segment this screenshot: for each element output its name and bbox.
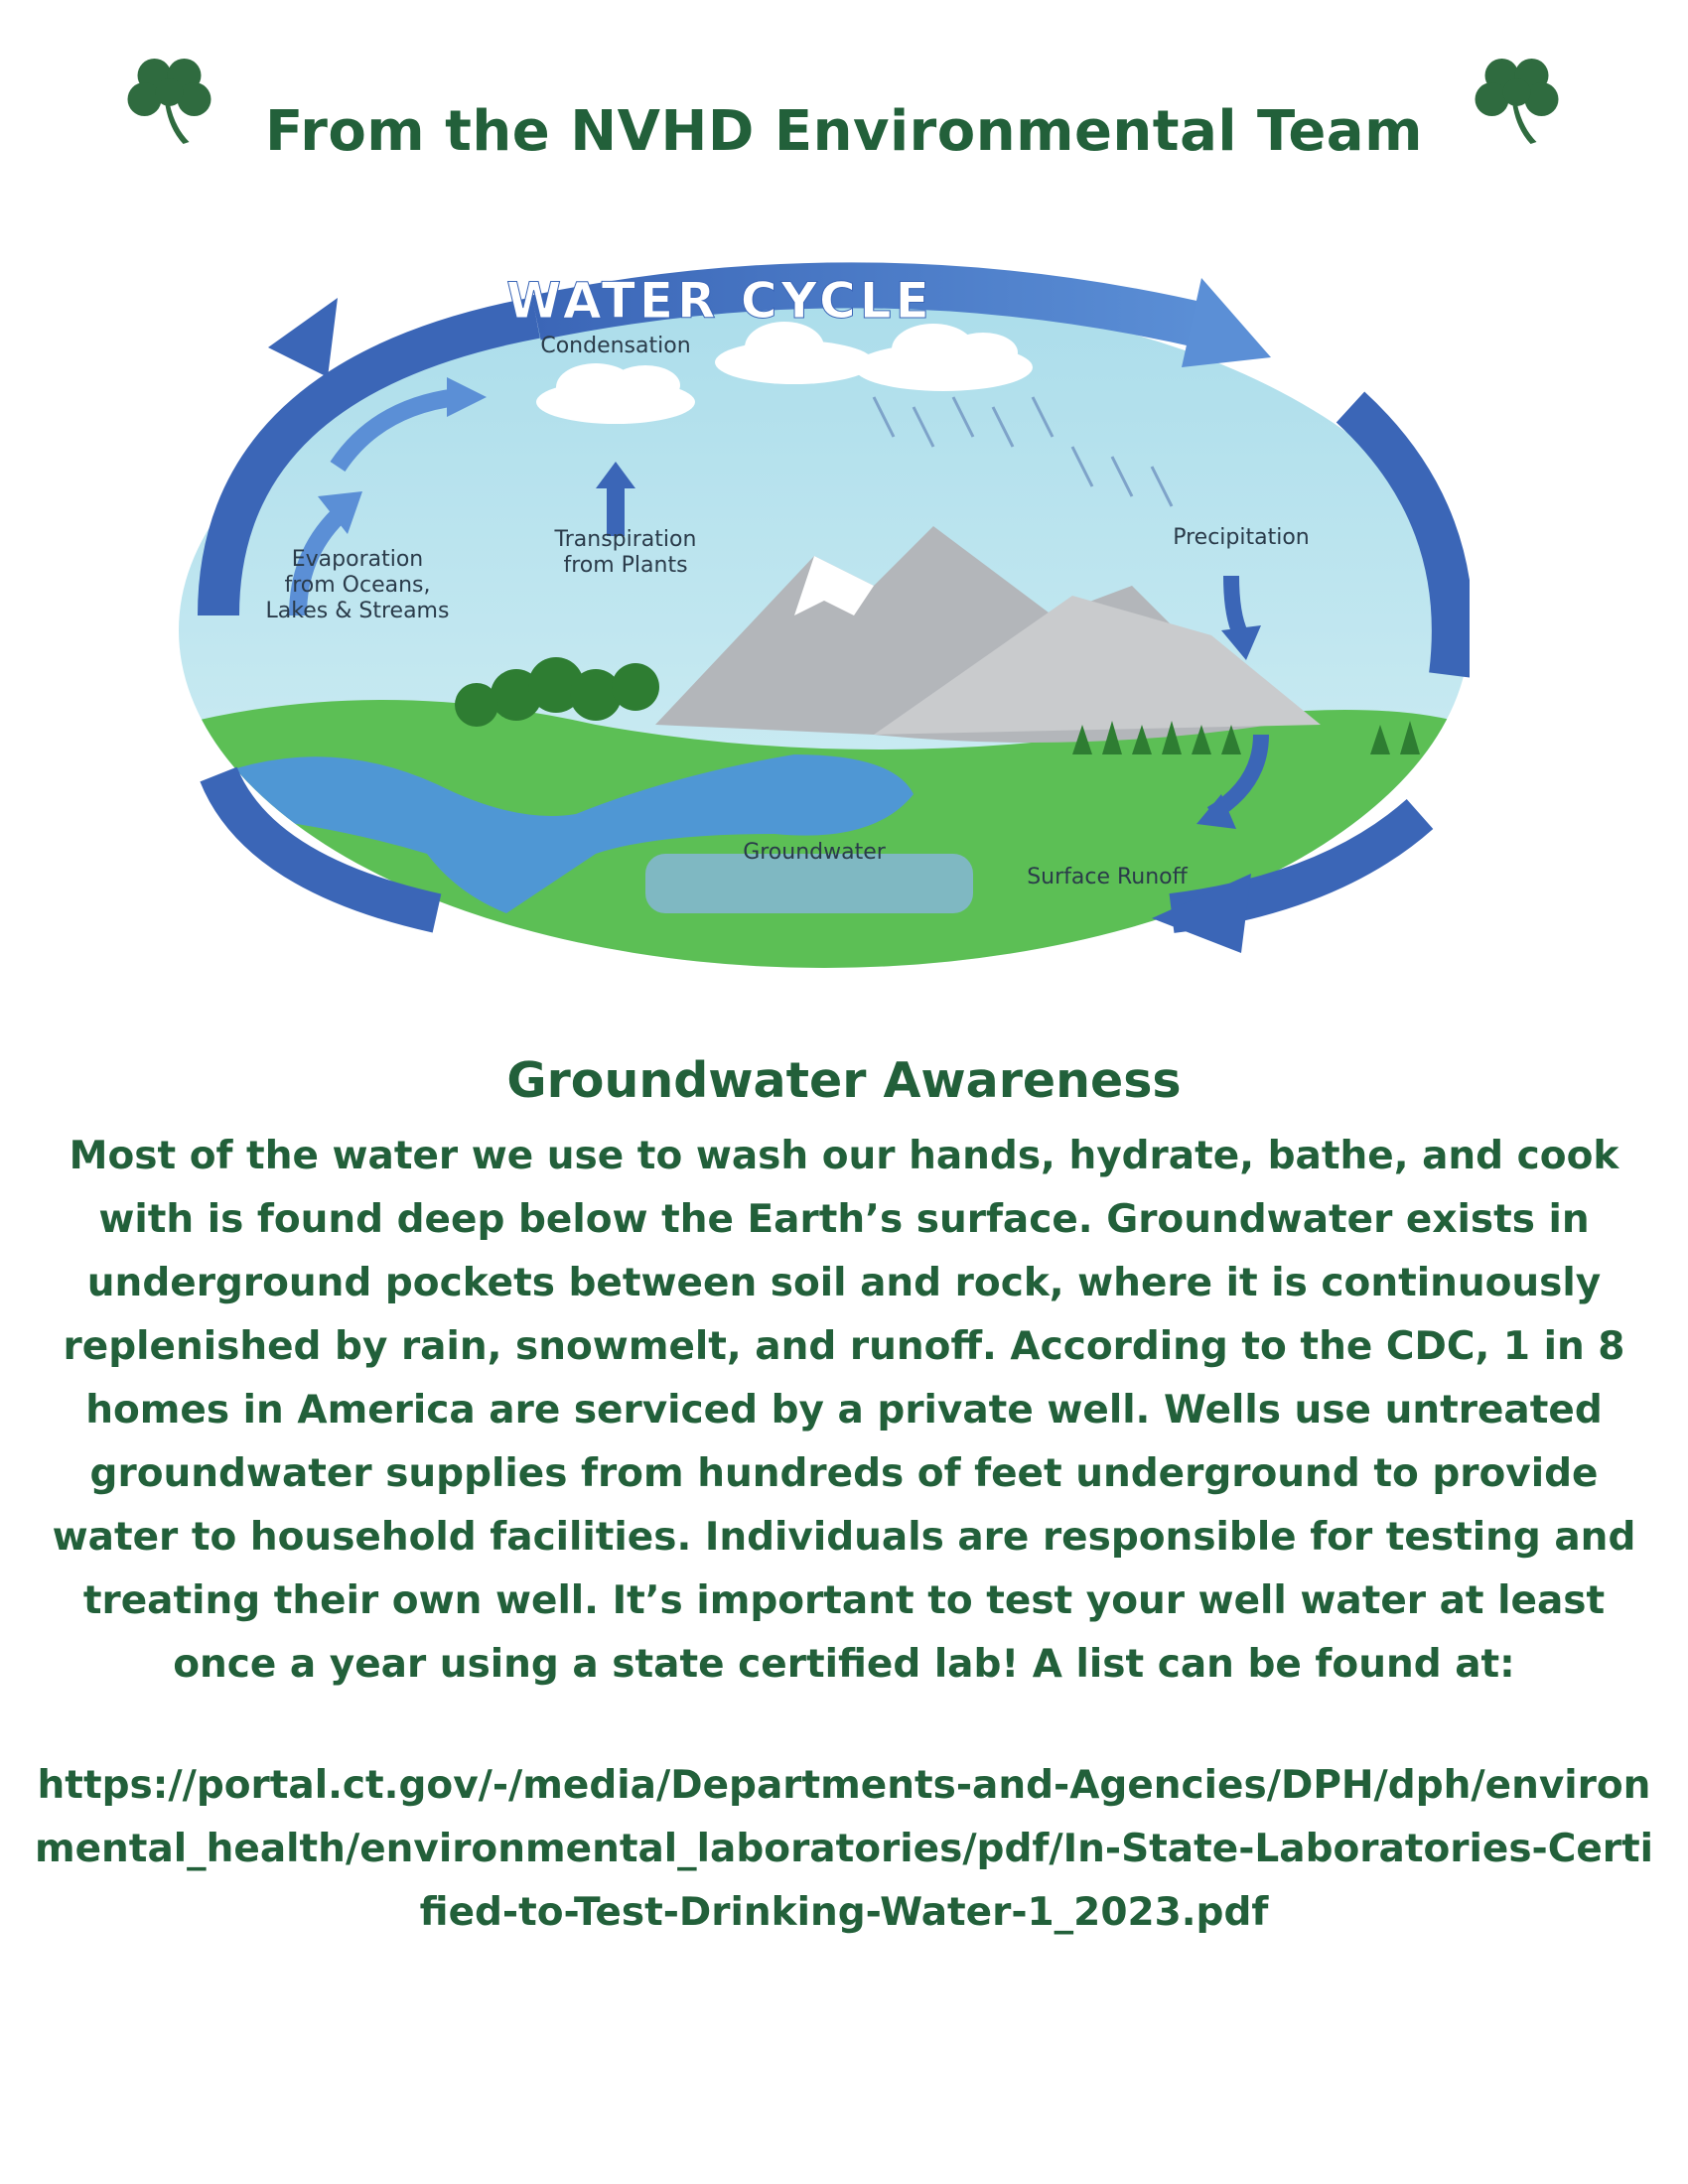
label-evaporation-line-3: Lakes & Streams xyxy=(265,599,450,623)
header-title: From the NVHD Environmental Team xyxy=(265,99,1423,164)
label-groundwater: Groundwater xyxy=(743,840,886,865)
diagram-title: WATER CYCLE xyxy=(506,272,933,330)
label-transpiration-line-2: from Plants xyxy=(563,553,688,578)
article-title: Groundwater Awareness xyxy=(506,1052,1182,1109)
label-evaporation-line-2: from Oceans, xyxy=(284,573,431,598)
label-precipitation: Precipitation xyxy=(1173,525,1310,550)
label-evaporation-line-1: Evaporation xyxy=(291,547,424,572)
label-condensation: Condensation xyxy=(540,334,691,358)
lab-list-url: https://portal.ct.gov/-/media/Departments-and-Agencies/DPH/dph/environmental_health/environmental_laboratories/pdf/In-State-Laboratories-Certified-to-Test-Drinking-Water-1_2023.pdf xyxy=(34,1763,1654,1935)
label-surface-runoff: Surface Runoff xyxy=(1027,865,1188,889)
water-cycle-diagram xyxy=(179,258,1470,973)
label-transpiration-line-1: Transpiration xyxy=(554,527,697,552)
article-body: Most of the water we use to wash our hands, hydrate, bathe, and cook with is found deep below the Earth’s surface. Groundwater exists in underground pockets between soil and rock, where it is continuously replenished by rain, snowmelt, and runoff. According to the CDC, 1 in 8 homes in America are serviced by a private well. Wells use untreated groundwater supplies from hundreds of feet underground to provide water to household facilities. Individuals are responsible for testing and treating their own well. It’s important to test your well water at least once a year using a state certified lab! A list can be found at: xyxy=(52,1134,1636,1687)
